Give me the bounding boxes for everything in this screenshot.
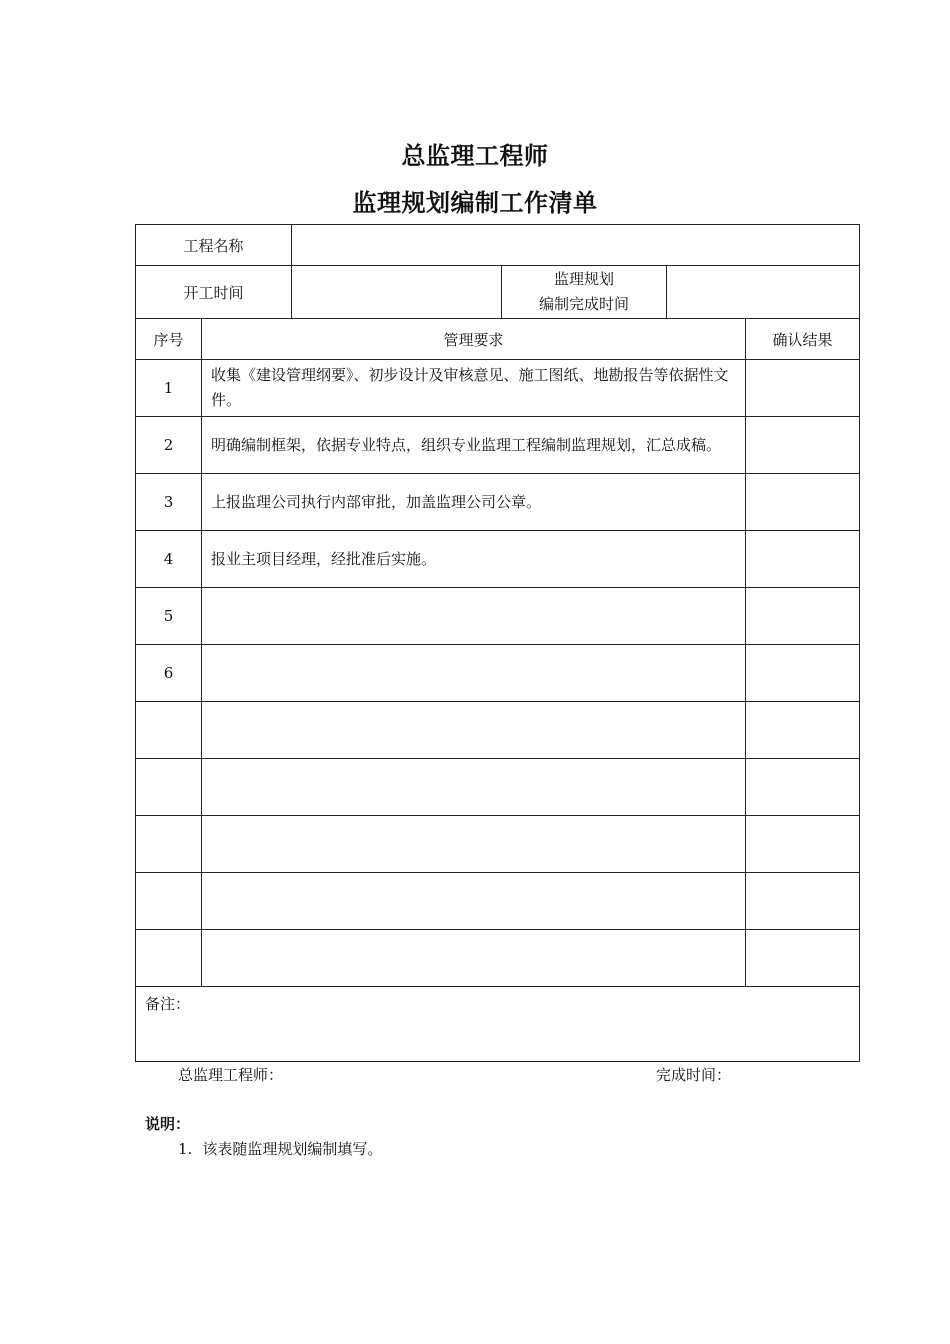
table-row xyxy=(136,531,860,588)
row-number: 3 xyxy=(136,474,202,531)
row-requirement[interactable] xyxy=(202,930,746,987)
row-requirement: 上报监理公司执行内部审批，加盖监理公司公章。 xyxy=(202,474,746,531)
table-row xyxy=(136,360,860,417)
row-requirement: 明确编制框架，依据专业特点，组织专业监理工程编制监理规划，汇总成稿。 xyxy=(202,417,746,474)
remarks-row xyxy=(136,987,860,1062)
start-time-label: 开工时间 xyxy=(136,266,292,319)
row-result[interactable] xyxy=(746,930,860,987)
row-number: 1 xyxy=(136,360,202,417)
row-result[interactable] xyxy=(746,645,860,702)
notes-heading: 说明： xyxy=(145,1115,191,1133)
table-row xyxy=(136,474,860,531)
completion-time-field[interactable] xyxy=(667,266,860,319)
table-row xyxy=(136,759,860,816)
table-row xyxy=(136,873,860,930)
table-row xyxy=(136,645,860,702)
row-result[interactable] xyxy=(746,474,860,531)
completion-label-line2: 编制完成时间 xyxy=(539,295,630,313)
row-result[interactable] xyxy=(746,588,860,645)
row-requirement[interactable] xyxy=(202,645,746,702)
row-result[interactable] xyxy=(746,759,860,816)
row-requirement[interactable] xyxy=(202,588,746,645)
project-name-field[interactable] xyxy=(292,225,860,266)
note-text: 该表随监理规划编制填写。 xyxy=(202,1140,383,1158)
row-number: 5 xyxy=(136,588,202,645)
start-time-row xyxy=(136,266,860,319)
row-requirement: 收集《建设管理纲要》、初步设计及审核意见、施工图纸、地勘报告等依据性文件。 xyxy=(202,360,746,417)
row-number xyxy=(136,702,202,759)
table-row xyxy=(136,930,860,987)
document-title-line1: 总监理工程师 xyxy=(401,142,549,170)
row-number xyxy=(136,930,202,987)
completion-label-line1: 监理规划 xyxy=(554,270,615,288)
row-result[interactable] xyxy=(746,360,860,417)
row-result[interactable] xyxy=(746,816,860,873)
header-result: 确认结果 xyxy=(746,319,860,360)
table-row xyxy=(136,702,860,759)
row-result[interactable] xyxy=(746,702,860,759)
row-result[interactable] xyxy=(746,417,860,474)
table-row xyxy=(136,816,860,873)
remarks-field[interactable] xyxy=(136,987,860,1062)
row-number xyxy=(136,816,202,873)
header-no: 序号 xyxy=(136,319,202,360)
chief-engineer-signature-label: 总监理工程师： xyxy=(178,1066,284,1084)
row-number: 6 xyxy=(136,645,202,702)
row-number xyxy=(136,759,202,816)
row-result[interactable] xyxy=(746,531,860,588)
table-row xyxy=(136,417,860,474)
table-row xyxy=(136,588,860,645)
row-requirement: 报业主项目经理，经批准后实施。 xyxy=(202,531,746,588)
remarks-label: 备注： xyxy=(145,995,191,1013)
row-number xyxy=(136,873,202,930)
row-requirement[interactable] xyxy=(202,873,746,930)
note-number: 1. xyxy=(178,1140,193,1158)
note-item xyxy=(178,1138,382,1159)
project-name-label: 工程名称 xyxy=(136,225,292,266)
row-requirement[interactable] xyxy=(202,759,746,816)
checklist-table xyxy=(135,224,860,1062)
row-number: 4 xyxy=(136,531,202,588)
row-requirement[interactable] xyxy=(202,816,746,873)
row-requirement[interactable] xyxy=(202,702,746,759)
document-title-line2: 监理规划编制工作清单 xyxy=(352,189,598,217)
row-number: 2 xyxy=(136,417,202,474)
project-name-row xyxy=(136,225,860,266)
row-result[interactable] xyxy=(746,873,860,930)
completion-time-signature-label: 完成时间： xyxy=(656,1066,732,1084)
completion-time-label xyxy=(502,266,667,319)
header-requirement: 管理要求 xyxy=(202,319,746,360)
start-time-field[interactable] xyxy=(292,266,502,319)
table-header-row xyxy=(136,319,860,360)
